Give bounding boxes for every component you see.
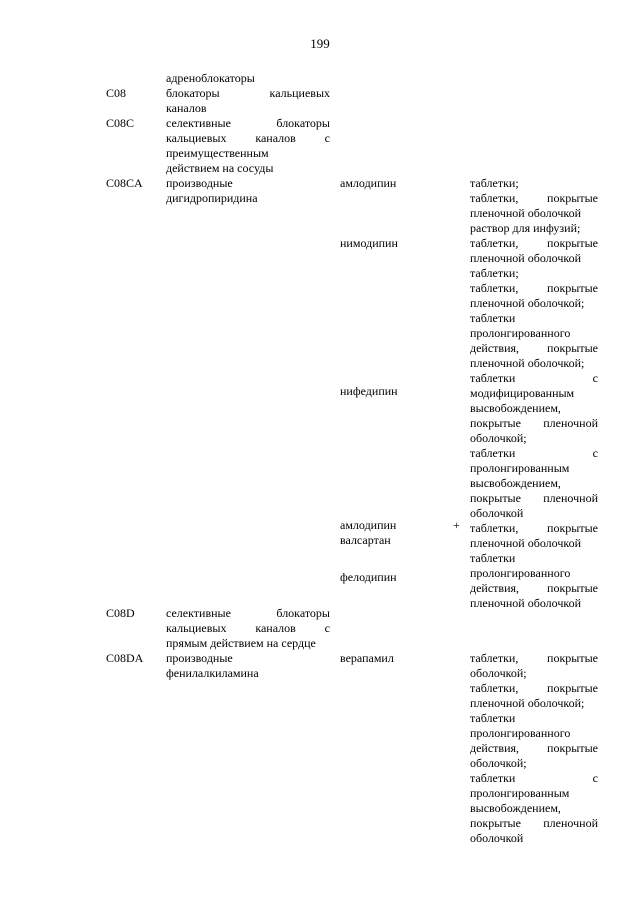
dosage-form-line: таблетки (470, 311, 516, 325)
row-description-line: фенилалкиламина (166, 666, 259, 680)
dosage-form-line: пролонгированным (470, 461, 570, 475)
dosage-form-line: таблетки с (470, 371, 598, 385)
dosage-form-line: таблетки с (470, 771, 598, 785)
row-description-line: дигидропиридина (166, 191, 258, 205)
row-description-line: кальциевых каналов с (166, 621, 330, 635)
dosage-form-line: таблетки, покрытые (470, 236, 598, 250)
drug-name: фелодипин (340, 570, 397, 584)
dosage-form-line: высвобождением, (470, 476, 561, 490)
row-description-line: производные (166, 176, 233, 190)
drug-name: амлодипин (340, 518, 397, 532)
dosage-form-line: покрытые пленочной (470, 416, 598, 430)
atc-code: C08 (106, 86, 127, 100)
dosage-form-line: таблетки, покрытые (470, 191, 598, 205)
row-description-line: прямым действием на сердце (166, 636, 316, 650)
row-description-line: блокаторы кальциевых (166, 86, 330, 100)
row-description-line: селективные блокаторы (166, 606, 330, 620)
dosage-form-line: пролонгированного (470, 726, 571, 740)
combination-plus-sign: + (453, 518, 460, 532)
dosage-form-line: действия, покрытые (470, 341, 598, 355)
dosage-form-line: высвобождением, (470, 801, 561, 815)
drug-name: верапамил (340, 651, 394, 665)
dosage-form-line: таблетки, покрытые (470, 521, 598, 535)
drug-name: нифедипин (340, 384, 398, 398)
dosage-form-line: таблетки (470, 551, 516, 565)
dosage-form-line: таблетки; (470, 266, 519, 280)
row-description-line: селективные блокаторы (166, 116, 330, 130)
dosage-form-line: пролонгированного (470, 326, 571, 340)
dosage-form-line: пленочной оболочкой; (470, 296, 585, 310)
drug-name: амлодипин (340, 176, 397, 190)
dosage-form-line: пленочной оболочкой (470, 251, 582, 265)
dosage-form-line: пролонгированного (470, 566, 571, 580)
dosage-form-line: оболочкой; (470, 756, 527, 770)
atc-code: C08C (106, 116, 135, 130)
dosage-form-line: пленочной оболочкой (470, 206, 582, 220)
dosage-form-line: пленочной оболочкой (470, 596, 582, 610)
atc-code: C08CA (106, 176, 143, 190)
dosage-form-line: высвобождением, (470, 401, 561, 415)
dosage-form-line: пленочной оболочкой; (470, 696, 585, 710)
dosage-form-line: оболочкой; (470, 666, 527, 680)
dosage-form-line: таблетки, покрытые (470, 681, 598, 695)
row-description-line: каналов (166, 101, 207, 115)
dosage-form-line: оболочкой (470, 506, 524, 520)
page-number: 199 (310, 36, 330, 51)
dosage-form-line: таблетки, покрытые (470, 651, 598, 665)
dosage-form-line: действия, покрытые (470, 581, 598, 595)
atc-code: C08D (106, 606, 135, 620)
drug-name: нимодипин (340, 236, 398, 250)
dosage-form-line: модифицированным (470, 386, 575, 400)
atc-code: C08DA (106, 651, 144, 665)
dosage-form-line: оболочкой (470, 831, 524, 845)
dosage-form-line: раствор для инфузий; (470, 221, 581, 235)
dosage-form-line: пленочной оболочкой (470, 536, 582, 550)
row-description-line: адреноблокаторы (166, 71, 255, 85)
row-description-line: действием на сосуды (166, 161, 274, 175)
drug-name: валсартан (340, 533, 391, 547)
dosage-form-line: покрытые пленочной (470, 491, 598, 505)
row-description-line: преимущественным (166, 146, 269, 160)
dosage-form-line: пролонгированным (470, 786, 570, 800)
dosage-form-line: действия, покрытые (470, 741, 598, 755)
dosage-form-line: таблетки; (470, 176, 519, 190)
dosage-form-line: таблетки с (470, 446, 598, 460)
row-description-line: производные (166, 651, 233, 665)
row-description-line: кальциевых каналов с (166, 131, 330, 145)
dosage-form-line: пленочной оболочкой; (470, 356, 585, 370)
dosage-form-line: таблетки (470, 711, 516, 725)
dosage-form-line: покрытые пленочной (470, 816, 598, 830)
dosage-form-line: оболочкой; (470, 431, 527, 445)
dosage-form-line: таблетки, покрытые (470, 281, 598, 295)
